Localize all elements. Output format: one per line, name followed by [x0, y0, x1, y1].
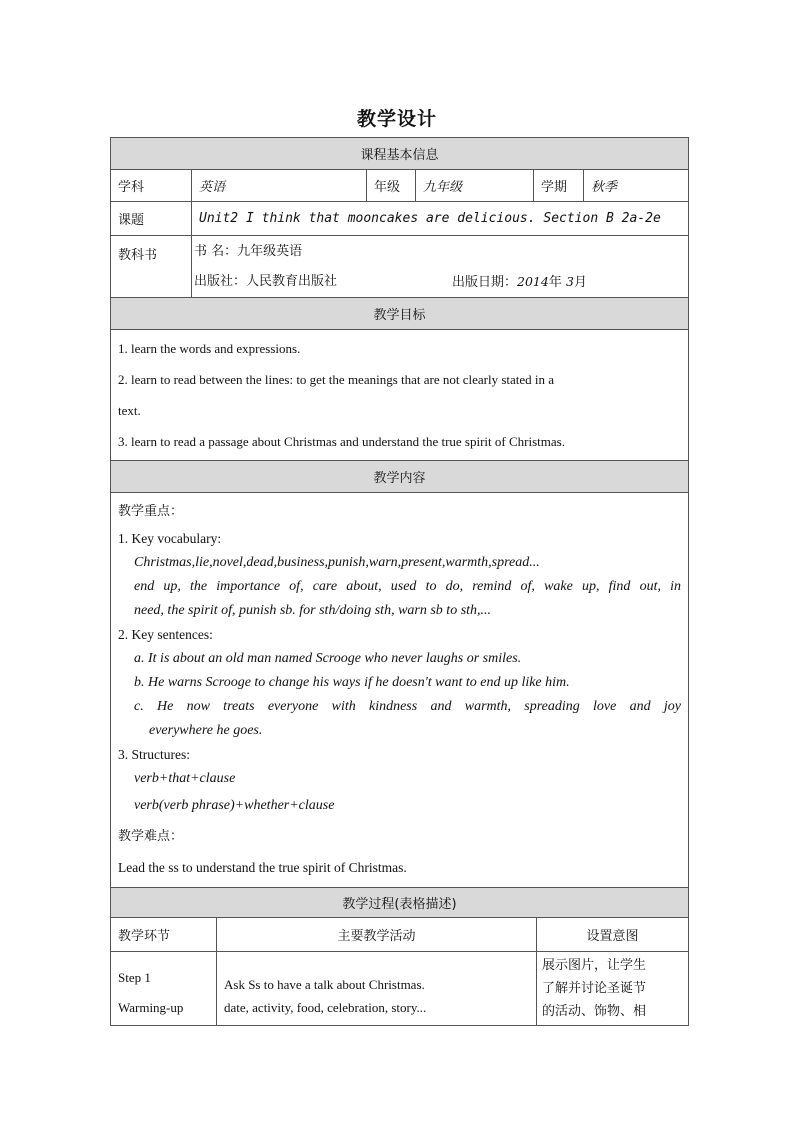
vocab-line-1: Christmas,lie,novel,dead,business,punish,warn,present,warmth,spread...: [134, 555, 540, 570]
topic-row: [111, 202, 689, 236]
objective-item-3: 3. learn to read a passage about Christmas and understand the true spirit of Christmas.: [118, 434, 565, 449]
vocab-line-2: end up, the importance of, care about, used to do, remind of, wake up, find out, in: [134, 579, 682, 594]
content-header-row: [111, 461, 689, 493]
term-label: 学期: [534, 170, 584, 202]
content-header: 教学内容: [111, 461, 689, 493]
structure-2: verb(verb phrase)+whether+clause: [134, 798, 335, 813]
col-stage-header: 教学环节: [111, 918, 217, 952]
subject-label: 学科: [111, 170, 192, 202]
publish-month: 3: [565, 273, 574, 289]
textbook-info: [192, 236, 689, 298]
publish-month-unit: 月: [573, 274, 587, 290]
grade-label: 年级: [367, 170, 416, 202]
publish-date: [452, 267, 587, 298]
textbook-label: 教科书: [111, 236, 192, 298]
objective-item-1: 1. learn the words and expressions.: [118, 341, 301, 356]
page-title: 教学设计: [356, 108, 437, 130]
objectives-row: [111, 330, 689, 461]
process-header: 教学过程(表格描述): [111, 888, 689, 918]
structures-title: 3. Structures:: [118, 747, 190, 762]
content-row: [111, 493, 689, 888]
subject-row: [111, 170, 689, 202]
key-points-label: 教学重点：: [118, 504, 184, 519]
difficult-label: 教学难点：: [118, 829, 184, 844]
step-1-number: Step 1: [118, 969, 151, 985]
textbook-row: [111, 236, 689, 298]
vocab-title: 1. Key vocabulary:: [118, 531, 222, 546]
objectives-header: 教学目标: [111, 298, 689, 330]
book-name: 书 名：九年级英语: [194, 243, 303, 259]
sentence-c: c. He now treats everyone with kindness and warmth, spreading love and joy: [134, 699, 682, 714]
publish-year: 2014: [517, 273, 549, 289]
basic-info-header: 课程基本信息: [111, 138, 689, 170]
sentence-a: a. It is about an old man named Scrooge who never laughs or smiles.: [134, 651, 522, 666]
col-intent-header: 设置意图: [537, 918, 689, 952]
subject-value: 英语: [192, 170, 367, 202]
publisher-line: [192, 267, 688, 297]
step-1-stage: [111, 952, 217, 1026]
step-1-activity-line-2: date, activity, food, celebration, story...: [224, 999, 427, 1015]
step-1-activity-line-1: Ask Ss to have a talk about Christmas.: [224, 976, 425, 992]
difficult-text: Lead the ss to understand the true spirit of Christmas.: [118, 860, 407, 875]
table-row: [111, 952, 689, 1026]
objectives-header-row: [111, 298, 689, 330]
col-activity-header: 主要教学活动: [217, 918, 537, 952]
structure-1: verb+that+clause: [134, 771, 236, 786]
process-header-row: [111, 888, 689, 918]
publisher: 出版社：人民教育出版社: [194, 273, 338, 289]
objective-item-2: 2. learn to read between the lines: to get the meanings that are not clearly stated in a: [118, 372, 555, 387]
step-1-intent-line-3: 的活动、饰物、相: [542, 1004, 647, 1019]
topic-value: Unit2 I think that mooncakes are delicious. Section B 2a-2e: [192, 202, 689, 236]
objective-item-2-cont: text.: [118, 403, 141, 418]
process-columns-row: [111, 918, 689, 952]
publish-date-label: 出版日期：: [452, 274, 518, 290]
step-1-name: Warming-up: [118, 999, 184, 1015]
topic-label: 课题: [111, 202, 192, 236]
step-1-intent-line-2: 了解并讨论圣诞节: [542, 981, 647, 996]
sentences-title: 2. Key sentences:: [118, 627, 213, 642]
lesson-plan-table: [110, 137, 689, 1026]
step-1-intent: [537, 952, 689, 1026]
term-value: 秋季: [584, 170, 689, 202]
grade-value: 九年级: [416, 170, 534, 202]
sentence-c-cont: everywhere he goes.: [149, 723, 263, 738]
basic-info-header-row: [111, 138, 689, 170]
publish-year-unit: 年: [548, 274, 562, 290]
objectives-list: [111, 330, 689, 461]
sentence-b: b. He warns Scrooge to change his ways if he doesn't want to end up like him.: [134, 675, 570, 690]
content-body: [111, 493, 689, 888]
vocab-line-3: need, the spirit of, punish sb. for sth/doing sth, warn sb to sth,...: [134, 603, 492, 618]
step-1-intent-line-1: 展示图片，让学生: [542, 958, 647, 973]
step-1-activity: [217, 952, 537, 1026]
